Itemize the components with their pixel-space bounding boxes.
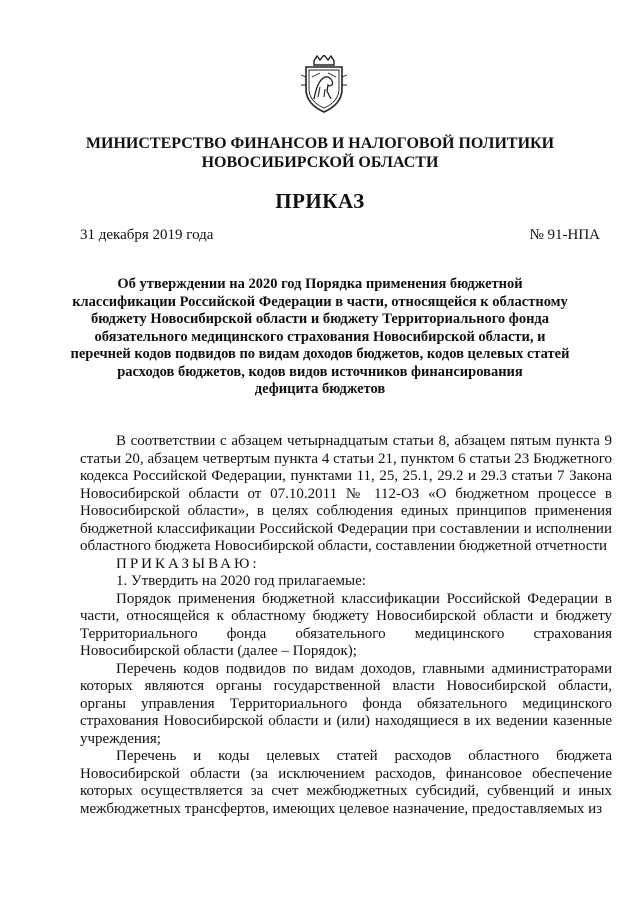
document-number: № 91-НПА <box>529 227 600 243</box>
item-1-procedure: Порядок применения бюджетной классификации Российской Федерации в части, относящейся к областному бюджету Новосибирской области и бюджету Территориального фонда обязательного медицинского страхования Новосибирской области (далее – Порядок); <box>80 590 612 659</box>
ministry-line-2: НОВОСИБИРСКОЙ ОБЛАСТИ <box>201 154 439 171</box>
document-date: 31 декабря 2019 года <box>80 227 214 243</box>
title-line: дефицита бюджетов <box>254 381 386 397</box>
title-line: классификации Российской Федерации в части, относящейся к областному <box>72 293 568 310</box>
document-body <box>80 433 612 818</box>
title-line: Об утверждении на 2020 год Порядка применения бюджетной <box>117 276 523 292</box>
ministry-name <box>60 134 580 172</box>
ministry-line-1: МИНИСТЕРСТВО ФИНАНСОВ И НАЛОГОВОЙ ПОЛИТИКИ <box>85 135 555 152</box>
document-type: ПРИКАЗ <box>275 189 365 213</box>
title-line: обязательного медицинского страхования Новосибирской области, и <box>94 328 546 345</box>
preamble-paragraph: В соответствии с абзацем четырнадцатым статьи 8, абзацем пятым пункта 9 статьи 20, абзацем четвертым пункта 4 статьи 21, пунктом 6 статьи 23 Бюджетного кодекса Российской Федерации, пунктами 11, 25, 25.1, 29.2 и 29.3 статьи 7 Закона Новосибирской области от 07.10.2011 № 112-ОЗ «О бюджетном процессе в Новосибирской области», в целях соблюдения единых принципов применения бюджетной классификации Российской Федерации при составлении и исполнении областного бюджета Новосибирской области, составлении бюджетной отчетности <box>80 433 612 554</box>
title-line: перечней кодов подвидов по видам доходов бюджетов, кодов целевых статей <box>70 346 570 362</box>
item-1: 1. Утвердить на 2020 год прилагаемые: <box>116 573 366 589</box>
coat-of-arms-icon <box>300 55 348 113</box>
item-1-expense-codes: Перечень и коды целевых статей расходов областного бюджета Новосибирской области (за исключением расходов, финансовое обеспечение которых осуществляется за счет межбюджетных субсидий, субвенций и иных межбюджетных трансфертов, имеющих целевое назначение, предоставляемых из <box>80 748 612 817</box>
title-line: бюджету Новосибирской области и бюджету Территориального фонда <box>90 311 550 327</box>
title-line: расходов бюджетов, кодов видов источников финансирования <box>117 363 523 380</box>
item-1-income-codes: Перечень кодов подвидов по видам доходов, главными администраторами которых являются органы государственной власти Новосибирской области, органы управления Территориального фонда обязательного медицинского страхования Новосибирской области и (или) находящиеся в их ведении казенные учреждения; <box>80 660 612 747</box>
document-title <box>70 276 570 399</box>
order-word: ПРИКАЗЫВАЮ: <box>116 555 260 572</box>
